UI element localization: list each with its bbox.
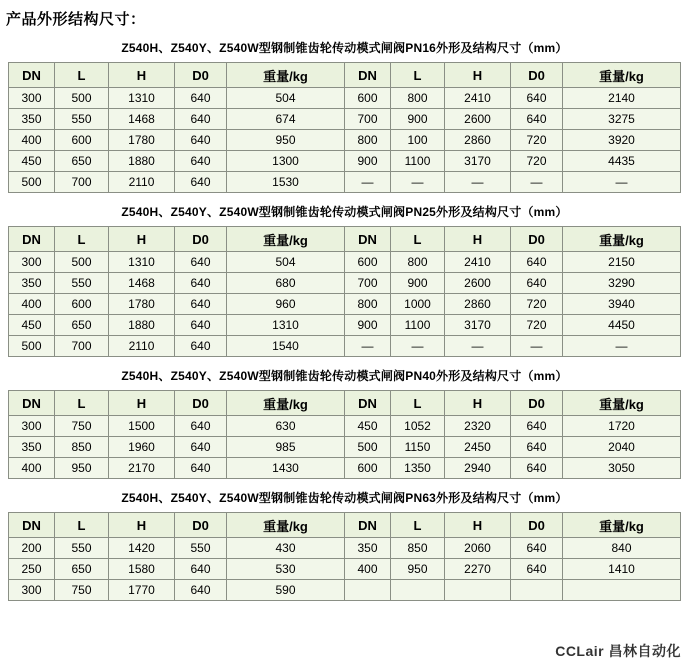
table-cell: 300 — [9, 88, 55, 109]
table-cell: 2860 — [445, 294, 511, 315]
column-header: L — [55, 227, 109, 252]
table-cell: 1052 — [391, 416, 445, 437]
table-cell: 4435 — [563, 151, 681, 172]
table-cell: — — [563, 336, 681, 357]
table-cell: 1960 — [109, 437, 175, 458]
column-header: D0 — [511, 227, 563, 252]
table-cell: 550 — [55, 109, 109, 130]
table-cell: 1420 — [109, 538, 175, 559]
table-cell: 1880 — [109, 315, 175, 336]
column-header: L — [391, 63, 445, 88]
table-cell: 700 — [345, 109, 391, 130]
table-cell: 720 — [511, 130, 563, 151]
table-cell: 800 — [391, 88, 445, 109]
table-cell: 600 — [55, 130, 109, 151]
table-cell: 3170 — [445, 151, 511, 172]
table-row — [9, 294, 681, 315]
table-cell: 550 — [55, 538, 109, 559]
table-cell: 504 — [227, 252, 345, 273]
table-cell — [563, 580, 681, 601]
column-header: D0 — [175, 391, 227, 416]
table-cell: 650 — [55, 315, 109, 336]
column-header: L — [391, 391, 445, 416]
table-caption: Z540H、Z540Y、Z540W型钢制锥齿轮传动模式闸阀PN25外形及结构尺寸（mm） — [121, 205, 568, 219]
dimension-table — [8, 512, 681, 601]
table-cell: 500 — [9, 172, 55, 193]
table-caption: Z540H、Z540Y、Z540W型钢制锥齿轮传动模式闸阀PN16外形及结构尺寸（mm） — [121, 41, 568, 55]
table-cell: 1540 — [227, 336, 345, 357]
table-cell: 840 — [563, 538, 681, 559]
dimension-block — [0, 197, 689, 357]
column-header: H — [109, 227, 175, 252]
table-cell: — — [563, 172, 681, 193]
column-header: 重量/kg — [563, 513, 681, 538]
table-cell: 950 — [227, 130, 345, 151]
column-header: H — [109, 391, 175, 416]
table-cell: 300 — [9, 580, 55, 601]
table-cell: 300 — [9, 416, 55, 437]
table-row — [9, 458, 681, 479]
table-cell: 100 — [391, 130, 445, 151]
table-cell: — — [445, 172, 511, 193]
table-cell: 1530 — [227, 172, 345, 193]
table-cell: 350 — [9, 273, 55, 294]
table-cell: 640 — [175, 437, 227, 458]
table-cell: 3050 — [563, 458, 681, 479]
table-cell: 250 — [9, 559, 55, 580]
table-cell: 950 — [55, 458, 109, 479]
column-header: DN — [345, 391, 391, 416]
table-cell — [445, 580, 511, 601]
dimension-table — [8, 62, 681, 193]
table-cell: 700 — [345, 273, 391, 294]
table-row — [9, 315, 681, 336]
table-cell: 2320 — [445, 416, 511, 437]
column-header: 重量/kg — [563, 63, 681, 88]
table-cell: 640 — [175, 172, 227, 193]
table-cell: 2270 — [445, 559, 511, 580]
table-cell: 2600 — [445, 273, 511, 294]
column-header: DN — [9, 63, 55, 88]
table-cell: — — [511, 336, 563, 357]
table-cell: 800 — [345, 130, 391, 151]
table-cell: 2040 — [563, 437, 681, 458]
page-title: 产品外形结构尺寸： — [6, 11, 146, 28]
column-header: L — [55, 391, 109, 416]
column-header: L — [391, 227, 445, 252]
table-cell: 640 — [511, 437, 563, 458]
table-cell: — — [391, 172, 445, 193]
table-cell: 3290 — [563, 273, 681, 294]
table-cell: 850 — [55, 437, 109, 458]
table-cell: 640 — [175, 88, 227, 109]
column-header: DN — [345, 63, 391, 88]
table-cell — [511, 580, 563, 601]
table-row — [9, 172, 681, 193]
table-row — [9, 538, 681, 559]
table-cell: 300 — [9, 252, 55, 273]
table-cell: 640 — [175, 559, 227, 580]
table-cell: 640 — [175, 580, 227, 601]
table-cell: — — [345, 336, 391, 357]
table-header-row — [9, 227, 681, 252]
table-cell: 1000 — [391, 294, 445, 315]
table-header-row — [9, 63, 681, 88]
table-cell: 2060 — [445, 538, 511, 559]
table-cell: 2940 — [445, 458, 511, 479]
table-cell: 2150 — [563, 252, 681, 273]
table-cell: 1780 — [109, 294, 175, 315]
table-cell: 640 — [175, 151, 227, 172]
table-cell: 600 — [345, 88, 391, 109]
column-header: L — [55, 513, 109, 538]
table-cell: 1500 — [109, 416, 175, 437]
table-row — [9, 559, 681, 580]
table-cell: 2860 — [445, 130, 511, 151]
table-cell: 1880 — [109, 151, 175, 172]
column-header: 重量/kg — [227, 63, 345, 88]
table-cell: 900 — [391, 273, 445, 294]
column-header: 重量/kg — [227, 227, 345, 252]
table-cell: 500 — [345, 437, 391, 458]
dimension-table — [8, 226, 681, 357]
table-cell: 3920 — [563, 130, 681, 151]
table-cell: 400 — [9, 458, 55, 479]
table-cell: 4450 — [563, 315, 681, 336]
table-row — [9, 336, 681, 357]
table-cell: 450 — [345, 416, 391, 437]
table-cell: 500 — [9, 336, 55, 357]
table-cell: 960 — [227, 294, 345, 315]
watermark: CCLair 昌林自动化 — [555, 643, 681, 659]
column-header: DN — [9, 391, 55, 416]
table-cell: 500 — [55, 88, 109, 109]
dimension-table — [8, 390, 681, 479]
table-caption: Z540H、Z540Y、Z540W型钢制锥齿轮传动模式闸阀PN40外形及结构尺寸（mm） — [121, 369, 568, 383]
column-header: H — [445, 63, 511, 88]
table-cell: 1100 — [391, 151, 445, 172]
table-cell: 640 — [175, 336, 227, 357]
table-cell: 1150 — [391, 437, 445, 458]
table-cell: 640 — [175, 273, 227, 294]
column-header: L — [55, 63, 109, 88]
table-cell: — — [345, 172, 391, 193]
table-row — [9, 109, 681, 130]
column-header: D0 — [511, 63, 563, 88]
table-header-row — [9, 391, 681, 416]
table-cell: 750 — [55, 416, 109, 437]
column-header: L — [391, 513, 445, 538]
column-header: DN — [9, 227, 55, 252]
table-cell: 985 — [227, 437, 345, 458]
table-cell: 640 — [175, 109, 227, 130]
column-header: D0 — [175, 513, 227, 538]
column-header: D0 — [175, 227, 227, 252]
table-cell: 1468 — [109, 273, 175, 294]
table-row — [9, 437, 681, 458]
dimension-block — [0, 483, 689, 601]
column-header: DN — [9, 513, 55, 538]
column-header: D0 — [511, 391, 563, 416]
table-row — [9, 252, 681, 273]
table-cell: 2410 — [445, 252, 511, 273]
table-cell: 650 — [55, 151, 109, 172]
table-cell: 640 — [511, 416, 563, 437]
column-header: 重量/kg — [563, 391, 681, 416]
table-cell: — — [445, 336, 511, 357]
table-cell: 1310 — [109, 88, 175, 109]
column-header: DN — [345, 227, 391, 252]
column-header: H — [109, 513, 175, 538]
table-cell: 350 — [9, 109, 55, 130]
table-cell: 900 — [345, 151, 391, 172]
table-cell: 674 — [227, 109, 345, 130]
table-header-row — [9, 513, 681, 538]
table-cell: 2140 — [563, 88, 681, 109]
table-cell: 750 — [55, 580, 109, 601]
table-cell: 1310 — [109, 252, 175, 273]
table-cell: 550 — [175, 538, 227, 559]
table-cell: 600 — [345, 458, 391, 479]
table-cell: — — [391, 336, 445, 357]
dimension-tables-container — [0, 33, 689, 601]
table-cell: 430 — [227, 538, 345, 559]
table-cell: 1580 — [109, 559, 175, 580]
table-cell: 640 — [511, 559, 563, 580]
table-cell: 1468 — [109, 109, 175, 130]
table-cell: 550 — [55, 273, 109, 294]
table-cell: 1100 — [391, 315, 445, 336]
table-cell: 600 — [55, 294, 109, 315]
table-cell: 590 — [227, 580, 345, 601]
table-cell: 3170 — [445, 315, 511, 336]
table-cell: 640 — [175, 294, 227, 315]
dimension-block — [0, 361, 689, 479]
table-cell: 450 — [9, 315, 55, 336]
table-cell: 680 — [227, 273, 345, 294]
table-cell: 2110 — [109, 172, 175, 193]
table-cell: 1410 — [563, 559, 681, 580]
table-cell: — — [511, 172, 563, 193]
table-cell: 640 — [511, 88, 563, 109]
column-header: DN — [345, 513, 391, 538]
table-cell: 400 — [9, 294, 55, 315]
table-cell: 640 — [511, 458, 563, 479]
table-cell: 3940 — [563, 294, 681, 315]
table-cell: 640 — [175, 252, 227, 273]
table-row — [9, 580, 681, 601]
table-row — [9, 130, 681, 151]
table-cell: 200 — [9, 538, 55, 559]
table-cell: 950 — [391, 559, 445, 580]
table-cell: 1310 — [227, 315, 345, 336]
dimension-block — [0, 33, 689, 193]
table-cell: 720 — [511, 151, 563, 172]
table-cell: 720 — [511, 294, 563, 315]
table-cell: 720 — [511, 315, 563, 336]
table-cell: 700 — [55, 172, 109, 193]
table-row — [9, 416, 681, 437]
column-header: 重量/kg — [227, 513, 345, 538]
table-cell: 1720 — [563, 416, 681, 437]
table-cell: 450 — [9, 151, 55, 172]
table-cell: 900 — [345, 315, 391, 336]
table-cell: 1430 — [227, 458, 345, 479]
table-cell: 1770 — [109, 580, 175, 601]
column-header: H — [109, 63, 175, 88]
table-cell: 640 — [511, 273, 563, 294]
table-row — [9, 273, 681, 294]
table-cell: 500 — [55, 252, 109, 273]
table-cell: 900 — [391, 109, 445, 130]
column-header: H — [445, 391, 511, 416]
table-cell: 2110 — [109, 336, 175, 357]
table-cell — [345, 580, 391, 601]
table-cell: 1780 — [109, 130, 175, 151]
table-cell: 630 — [227, 416, 345, 437]
table-cell — [391, 580, 445, 601]
column-header: H — [445, 513, 511, 538]
column-header: H — [445, 227, 511, 252]
table-cell: 640 — [511, 109, 563, 130]
table-cell: 530 — [227, 559, 345, 580]
table-row — [9, 151, 681, 172]
table-cell: 2410 — [445, 88, 511, 109]
table-cell: 2600 — [445, 109, 511, 130]
table-cell: 400 — [9, 130, 55, 151]
table-cell: 650 — [55, 559, 109, 580]
table-cell: 640 — [175, 315, 227, 336]
table-cell: 1350 — [391, 458, 445, 479]
table-cell: 3275 — [563, 109, 681, 130]
table-cell: 600 — [345, 252, 391, 273]
table-cell: 640 — [511, 538, 563, 559]
table-cell: 2450 — [445, 437, 511, 458]
table-cell: 640 — [175, 458, 227, 479]
table-cell: 1300 — [227, 151, 345, 172]
table-cell: 640 — [175, 416, 227, 437]
table-cell: 800 — [345, 294, 391, 315]
table-cell: 504 — [227, 88, 345, 109]
column-header: D0 — [175, 63, 227, 88]
table-cell: 700 — [55, 336, 109, 357]
table-row — [9, 88, 681, 109]
table-cell: 2170 — [109, 458, 175, 479]
table-caption: Z540H、Z540Y、Z540W型钢制锥齿轮传动模式闸阀PN63外形及结构尺寸（mm） — [121, 491, 568, 505]
column-header: 重量/kg — [227, 391, 345, 416]
table-cell: 800 — [391, 252, 445, 273]
table-cell: 850 — [391, 538, 445, 559]
table-cell: 640 — [175, 130, 227, 151]
table-cell: 400 — [345, 559, 391, 580]
column-header: D0 — [511, 513, 563, 538]
table-cell: 350 — [345, 538, 391, 559]
table-cell: 640 — [511, 252, 563, 273]
column-header: 重量/kg — [563, 227, 681, 252]
table-cell: 350 — [9, 437, 55, 458]
